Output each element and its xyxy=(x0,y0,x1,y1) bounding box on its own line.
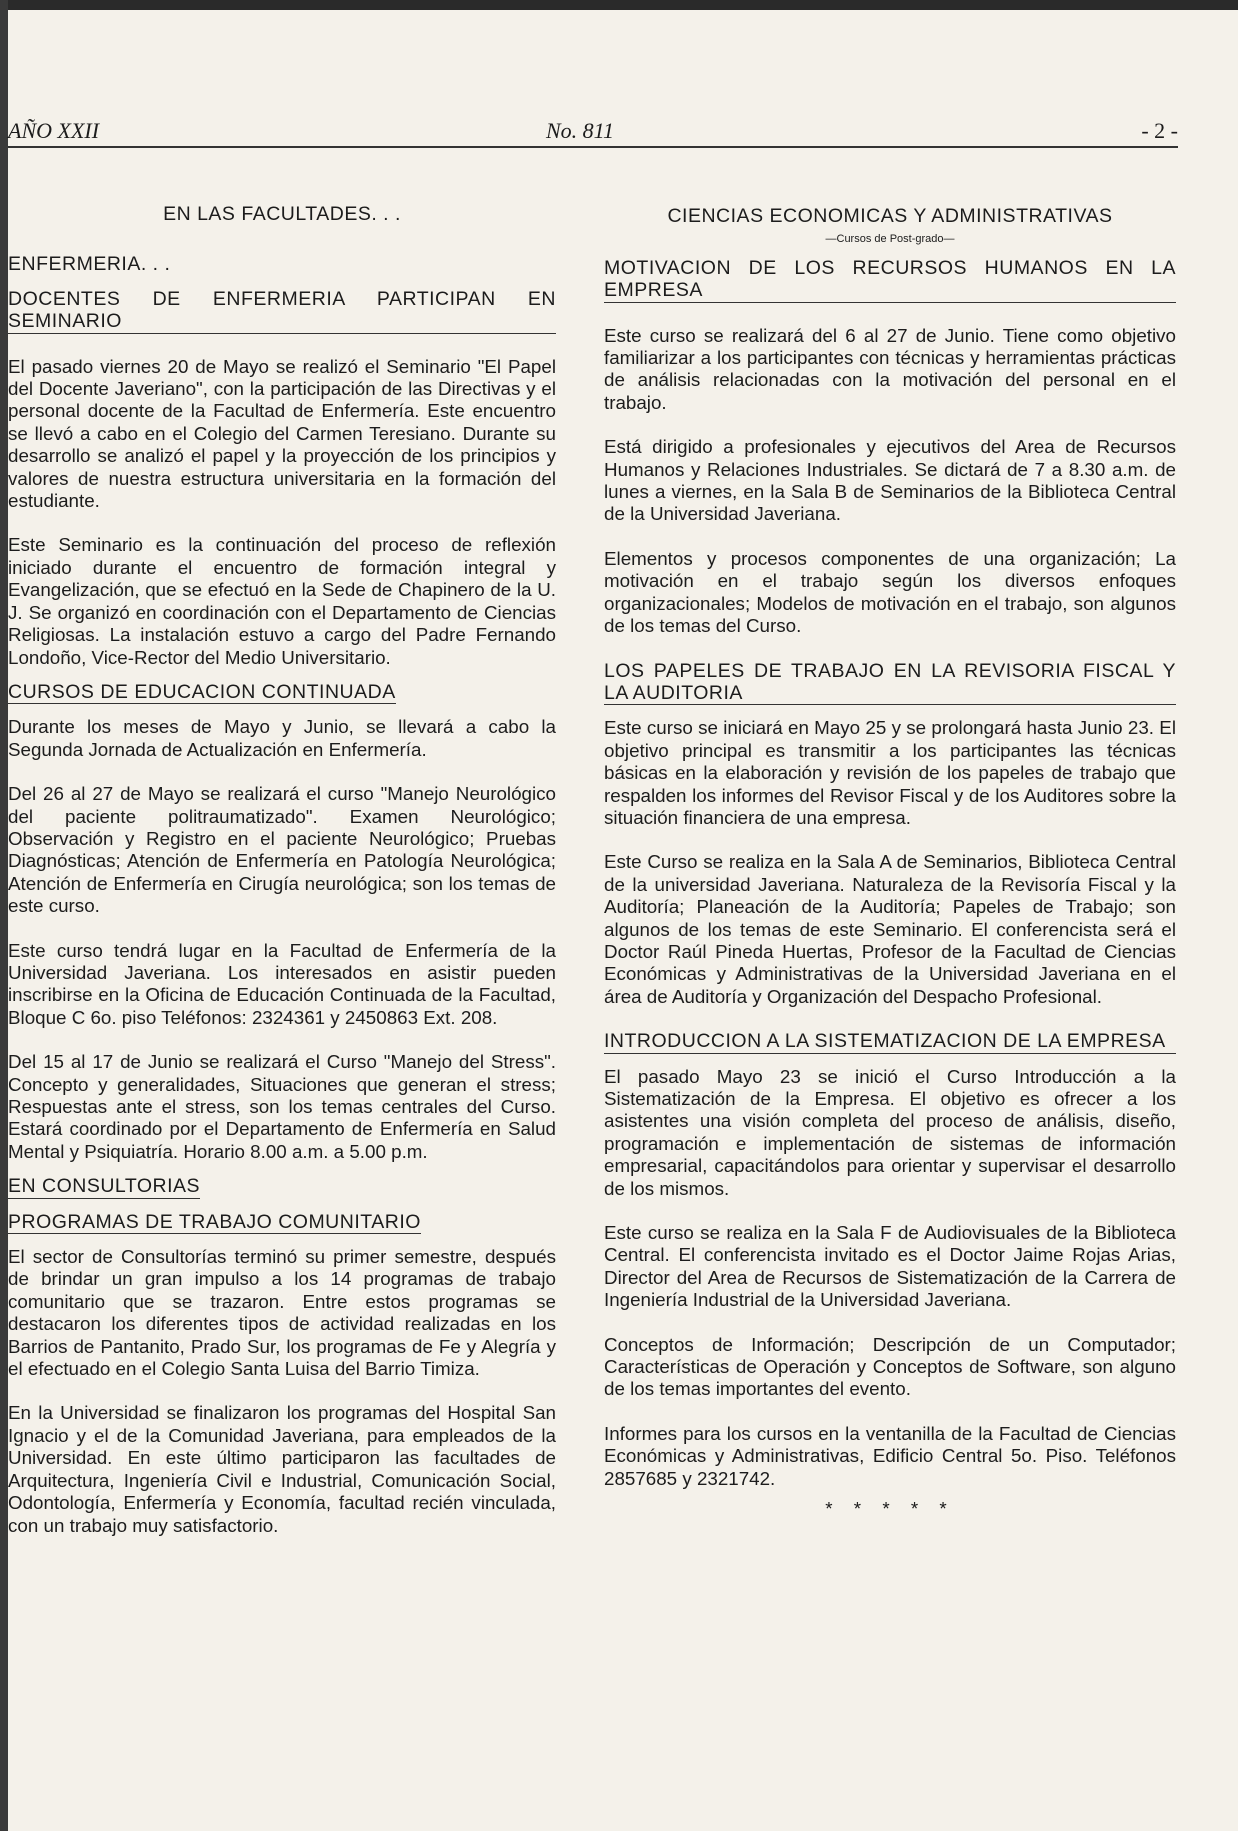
paragraph: Del 26 al 27 de Mayo se realizará el curso "Manejo Neurológico del paciente politraumatizado". Examen Neurológico; Observación y Registro en el paciente Neurológico; Pruebas Diagnósticas; Atención de Enfermería en Patología Neurológica; Atención de Enfermería en Cirugía neurológica; son los temas de este curso. xyxy=(8,783,556,917)
end-stars: * * * * * xyxy=(825,1498,955,1520)
paragraph: Está dirigido a profesionales y ejecutivos del Area de Recursos Humanos y Relaciones Industriales. Se dictará de 7 a 8.30 a.m. de lunes a viernes, en la Sala B de Seminarios de la Biblioteca Central de la Universidad Javeriana. xyxy=(604,436,1176,525)
paragraph: El pasado viernes 20 de Mayo se realizó el Seminario "El Papel del Docente Javeriano", con la participación de las Directivas y el personal docente de la Facultad de Enfermería. Este encuentro se llevó a cabo en el Colegio del Carmen Teresiano. Durante su desarrollo se analizó el papel y la proyección de los principios y valores de nuestra estructura universitaria en la formación del estudiante. xyxy=(8,355,556,512)
paragraph: Este curso se realiza en la Sala F de Audiovisuales de la Biblioteca Central. El conferencista invitado es el Doctor Jaime Rojas Arias, Director del Area de Recursos de Sistematización de la Carrera de Ingeniería Industrial de la Universidad Javeriana. xyxy=(604,1222,1176,1311)
binding-edge xyxy=(0,0,8,1831)
paragraph: El pasado Mayo 23 se inició el Curso Introducción a la Sistematización de la Empresa. El objetivo es ofrecer a los asistentes una visión completa del proceso de análisis, diseño, programación e implementación de sistemas de información empresarial, capacitándolos para orientar y supervisar el desarrollo de los mismos. xyxy=(604,1065,1176,1199)
section-subtitle: —Cursos de Post-grado— xyxy=(825,233,955,246)
paragraph: Informes para los cursos en la ventanilla de la Facultad de Ciencias Económicas y Administrativas, Edificio Central 5o. Piso. Teléfonos 2857685 y 2321742. xyxy=(604,1422,1176,1489)
paragraph: Este Curso se realiza en la Sala A de Seminarios, Biblioteca Central de la universidad Javeriana. Naturaleza de la Revisoría Fiscal y la Auditoría; Planeación de la Auditoría; Papeles de Trabajo; son algunos de los temas de este Seminario. El conferencista será el Doctor Raúl Pineda Huertas, Profesor de la Facultad de Ciencias Económicas y Administrativas de la Universidad Javeriana en el área de Auditoría y Organización del Despacho Profesional. xyxy=(604,851,1176,1007)
header-year: AÑO XXII xyxy=(8,118,100,143)
paragraph: Este curso se realizará del 6 al 27 de Junio. Tiene como objetivo familiarizar a los participantes con técnicas y herramientas prácticas de análisis relacionadas con la motivación del personal en el trabajo. xyxy=(604,324,1176,413)
headline-docentes: DOCENTES DE ENFERMERIA PARTICIPAN EN SEMINARIO xyxy=(8,287,556,333)
paragraph: Este curso se iniciará en Mayo 25 y se prolongará hasta Junio 23. El objetivo principal es transmitir a los participantes las técnicas básicas en la elaboración y revisión de los papeles de trabajo que respalden los informes del Revisor Fiscal y de los Auditores sobre la situación financiera de una empresa. xyxy=(604,717,1176,828)
header-issue: No. 811 xyxy=(546,118,615,143)
left-column xyxy=(8,165,556,1537)
paragraph: Este Seminario es la continuación del proceso de reflexión iniciado durante el encuentro de formación integral y Evangelización, que se efectuó en la Sede de Chapinero de la U. J. Se organizó en coordinación con el Departamento de Ciencias Religiosas. La instalación estuvo a cargo del Padre Fernando Londoño, Vice-Rector del Medio Universitario. xyxy=(8,534,556,668)
section-title-ciencias: CIENCIAS ECONOMICAS Y ADMINISTRATIVAS xyxy=(667,205,1113,227)
paragraph: El sector de Consultorías terminó su primer semestre, después de brindar un gran impulso a los 14 programas de trabajo comunitario que se trazaron. Entre estos programas se destacaron los diferentes tipos de actividad realizadas en los Barrios de Pantanito, Prado Sur, los programas de Fe y Alegría y el efectuado en el Colegio Santa Luisa del Barrio Timiza. xyxy=(8,1246,556,1380)
paragraph: Durante los meses de Mayo y Junio, se llevará a cabo la Segunda Jornada de Actualización en Enfermería. xyxy=(8,716,556,760)
paragraph: Conceptos de Información; Descripción de un Computador; Características de Operación y Conceptos de Software, son alguno de los temas importantes del evento. xyxy=(604,1333,1176,1400)
right-column xyxy=(604,165,1176,1521)
subsection-enfermeria: ENFERMERIA. . . xyxy=(8,253,171,276)
paragraph: Del 15 al 17 de Junio se realizará el Curso "Manejo del Stress". Concepto y generalidades, Situaciones que generan el stress; Respuestas ante el stress, son los temas centrales del Curso. Estará coordinado por el Departamento de Enfermería en Salud Mental y Psiquiatría. Horario 8.00 a.m. a 5.00 p.m. xyxy=(8,1051,556,1162)
headline-papeles: LOS PAPELES DE TRABAJO EN LA REVISORIA FISCAL Y LA AUDITORIA xyxy=(604,659,1176,704)
top-edge xyxy=(0,0,1238,10)
headline-consultorias: EN CONSULTORIAS xyxy=(8,1175,201,1198)
headline-programas: PROGRAMAS DE TRABAJO COMUNITARIO xyxy=(8,1210,421,1233)
section-title-facultades: EN LAS FACULTADES. . . xyxy=(163,203,401,225)
page-header xyxy=(8,116,1178,148)
header-page-number: - 2 - xyxy=(1141,118,1178,143)
headline-cursos: CURSOS DE EDUCACION CONTINUADA xyxy=(8,680,396,703)
headline-motivacion: MOTIVACION DE LOS RECURSOS HUMANOS EN LA EMPRESA xyxy=(604,256,1176,302)
paragraph: En la Universidad se finalizaron los programas del Hospital San Ignacio y el de la Comunidad Javeriana, para empleados de la Universidad. En este último participaron las facultades de Arquitectura, Ingeniería Civil e Industrial, Comunicación Social, Odontología, Enfermería y Economía, facultad recién vinculada, con un trabajo muy satisfactorio. xyxy=(8,1402,556,1536)
paragraph: Elementos y procesos componentes de una organización; La motivación en el trabajo según los diversos enfoques organizacionales; Modelos de motivación en el trabajo, son algunos de los temas del Curso. xyxy=(604,547,1176,637)
headline-sistematizacion: INTRODUCCION A LA SISTEMATIZACION DE LA EMPRESA xyxy=(604,1030,1176,1053)
paragraph: Este curso tendrá lugar en la Facultad de Enfermería de la Universidad Javeriana. Los interesados en asistir pueden inscribirse en la Oficina de Educación Continuada de la Facultad, Bloque C 6o. piso Teléfonos: 2324361 y 2450863 Ext. 208. xyxy=(8,939,556,1028)
